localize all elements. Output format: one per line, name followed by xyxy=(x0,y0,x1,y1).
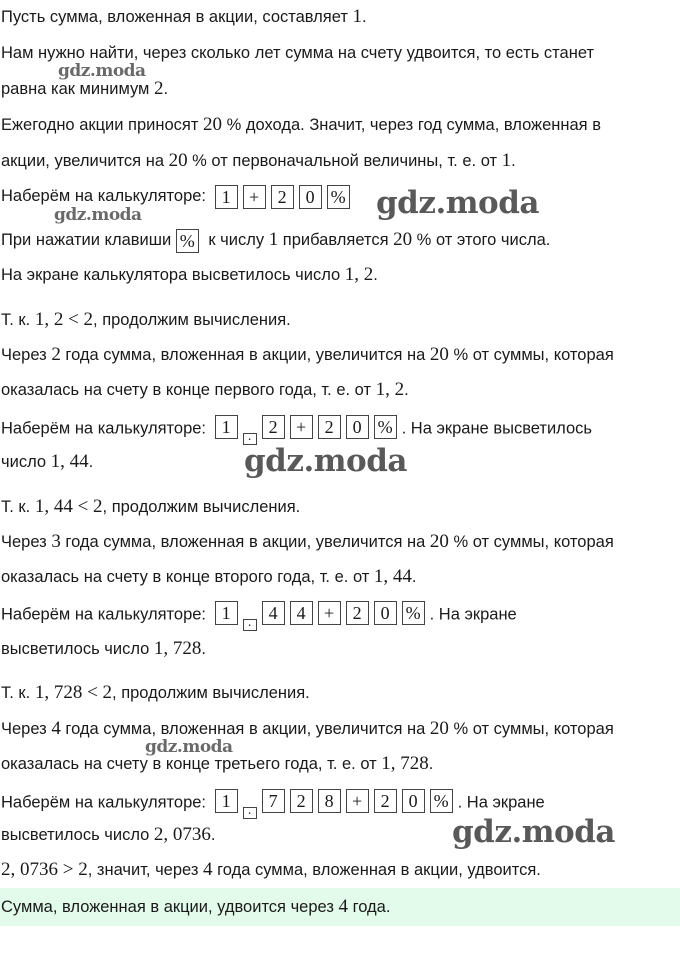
math: 1, 728 < 2 xyxy=(34,682,113,703)
text: . xyxy=(411,568,417,586)
math: 20 xyxy=(168,150,188,171)
text: Через xyxy=(1,533,52,551)
text: . xyxy=(373,266,378,284)
text: , значит, через xyxy=(87,861,204,879)
calculator-key: 2 xyxy=(262,415,285,439)
text: Через xyxy=(1,346,52,364)
math: 20 xyxy=(429,531,449,552)
text: оказалась на счету в конце второго года, т. е. от xyxy=(1,568,374,586)
text: % xyxy=(448,533,469,551)
text-line xyxy=(0,262,680,288)
watermark: gdz.moda xyxy=(145,737,233,757)
text: На экране калькулятора высветилось число xyxy=(1,266,345,284)
text: Через xyxy=(1,720,52,738)
calculator-key: 0 xyxy=(346,415,369,439)
math: 4 xyxy=(203,859,213,880)
calculator-key: + xyxy=(243,185,266,209)
text-line xyxy=(0,227,680,253)
text: . xyxy=(201,640,207,658)
math: 1 xyxy=(268,229,279,250)
text-line xyxy=(0,857,680,883)
text-line xyxy=(0,680,680,706)
text: от первоначальной величины, т. е. от xyxy=(206,152,502,170)
key-sequence xyxy=(215,787,458,819)
math: 1, 44 xyxy=(373,566,412,587)
text: Наберём на калькуляторе: xyxy=(1,187,207,205)
text: к числу xyxy=(203,231,269,249)
text: Т. к. xyxy=(1,311,35,329)
text: . xyxy=(428,755,434,773)
answer-text: Сумма, вложенная в акции, удвоится через xyxy=(1,898,339,916)
text: высветилось число xyxy=(1,826,154,844)
math: 1 xyxy=(352,6,363,27)
text: % xyxy=(187,152,207,170)
math: 4 xyxy=(338,896,348,917)
math: 20 xyxy=(429,344,449,365)
text: , продолжим вычисления. xyxy=(102,498,301,516)
text: от суммы, которая xyxy=(468,720,614,738)
text: года сумма, вложенная в акции, увеличится на xyxy=(60,720,430,738)
text: равна как минимум xyxy=(1,80,154,98)
text: Ежегодно акции приносят xyxy=(1,116,203,134)
calculator-key: . xyxy=(243,433,257,445)
text-line xyxy=(0,494,680,520)
text: . На экране xyxy=(457,793,545,812)
text: оказалась на счету в конце третьего года, т. е. от xyxy=(1,755,382,773)
calculator-key: 2 xyxy=(346,601,369,625)
calculator-key: + xyxy=(346,789,369,813)
text: года сумма, вложенная в акции, удвоится. xyxy=(212,861,541,879)
watermark: gdz.moda xyxy=(58,61,146,81)
calculator-key: . xyxy=(243,619,257,631)
text: . xyxy=(404,381,409,399)
math: 1, 728 xyxy=(381,753,429,774)
math: 20 xyxy=(203,114,222,135)
calculator-key: 4 xyxy=(290,601,313,625)
text: . xyxy=(88,453,94,471)
calculator-key: 1 xyxy=(215,789,238,813)
text: . xyxy=(163,80,169,98)
math: 1, 728 xyxy=(153,638,202,659)
text: высветилось число xyxy=(1,640,154,658)
text: Наберём на калькуляторе: xyxy=(1,419,207,438)
text: года сумма, вложенная в акции, увеличится на xyxy=(60,533,430,551)
math: 20 xyxy=(429,718,449,739)
text: Т. к. xyxy=(1,684,35,702)
math: 2 xyxy=(51,344,61,365)
text: оказалась на счету в конце первого года, т. е. от xyxy=(1,381,376,399)
text-line xyxy=(0,4,680,30)
key-sequence xyxy=(215,413,402,445)
math: 2, 0736 > 2 xyxy=(1,859,88,880)
math: 20 xyxy=(393,229,413,250)
text: . xyxy=(210,826,216,844)
calculator-key: . xyxy=(243,807,257,819)
calculator-key: % xyxy=(176,229,199,253)
calculator-key: 1 xyxy=(215,601,238,625)
text: При нажатии клавиши xyxy=(1,231,176,249)
text: % xyxy=(448,720,469,738)
calculator-key: % xyxy=(430,789,453,813)
math: 1, 2 xyxy=(375,379,405,400)
calculator-key: 8 xyxy=(318,789,341,813)
text: % xyxy=(412,231,432,249)
calculator-key: 1 xyxy=(215,185,238,209)
calculator-key: % xyxy=(327,185,350,209)
text: . На экране высветилось xyxy=(401,419,593,438)
text-line xyxy=(0,787,680,818)
key-sequence xyxy=(215,184,355,210)
text-line xyxy=(0,413,680,444)
text: Наберём на калькуляторе: xyxy=(1,605,207,624)
text-line xyxy=(0,112,680,138)
math: 2, 0736 xyxy=(153,824,211,845)
math: 1, 44 < 2 xyxy=(34,496,103,517)
calculator-key: 7 xyxy=(262,789,285,813)
calculator-key: % xyxy=(402,601,425,625)
math: 1, 2 xyxy=(344,264,374,285)
math: 1, 2 < 2 xyxy=(34,309,94,330)
watermark: gdz.moda xyxy=(452,814,615,850)
text: . На экране xyxy=(429,605,517,624)
text-line xyxy=(0,148,680,174)
text: Нам нужно найти, через сколько лет сумма на счету удвоится, то есть станет xyxy=(1,44,595,62)
calculator-key: + xyxy=(318,601,341,625)
calculator-key: 2 xyxy=(318,415,341,439)
text: % xyxy=(448,346,469,364)
text: дохода. Значит, через год сумма, вложенная в xyxy=(241,116,601,134)
math: 3 xyxy=(51,531,61,552)
text: прибавляется xyxy=(278,231,394,249)
key-sequence xyxy=(215,599,430,631)
text: года сумма, вложенная в акции, увеличится на xyxy=(60,346,430,364)
text: акции, увеличится на xyxy=(1,152,169,170)
answer-box xyxy=(0,888,680,926)
text: , продолжим вычисления. xyxy=(112,684,310,702)
text-line xyxy=(0,342,680,368)
answer-text: года. xyxy=(348,898,391,916)
math: 1, 44 xyxy=(50,451,89,472)
calculator-key: + xyxy=(290,415,313,439)
math: 2 xyxy=(153,78,164,99)
watermark: gdz.moda xyxy=(54,205,142,225)
text: от суммы, которая xyxy=(468,346,614,364)
calculator-key: 0 xyxy=(402,789,425,813)
text: Т. к. xyxy=(1,498,35,516)
calculator-key: % xyxy=(374,415,397,439)
text-line xyxy=(0,377,680,403)
calculator-key: 1 xyxy=(215,415,238,439)
text-line xyxy=(0,307,680,333)
text: от суммы, которая xyxy=(468,533,614,551)
calculator-key: 0 xyxy=(299,185,322,209)
text: , продолжим вычисления. xyxy=(93,311,291,329)
calculator-key: 4 xyxy=(262,601,285,625)
text: от этого числа. xyxy=(431,231,551,249)
watermark: gdz.moda xyxy=(244,443,407,479)
text-line xyxy=(0,599,680,630)
calculator-key: 2 xyxy=(374,789,397,813)
calculator-key: 2 xyxy=(290,789,313,813)
text-line xyxy=(0,751,680,777)
text-line xyxy=(0,564,680,590)
math: 1 xyxy=(501,150,512,171)
text: . xyxy=(362,8,367,26)
calculator-key: 2 xyxy=(271,185,294,209)
text-line xyxy=(0,636,680,662)
text-line xyxy=(0,529,680,555)
text: Наберём на калькуляторе: xyxy=(1,793,207,812)
text-line xyxy=(0,716,680,742)
text: % xyxy=(222,116,242,134)
text: . xyxy=(511,152,516,170)
text: число xyxy=(1,453,51,471)
calculator-key: 0 xyxy=(374,601,397,625)
text: Пусть сумма, вложенная в акции, составляет xyxy=(1,8,353,26)
math: 4 xyxy=(51,718,61,739)
watermark: gdz.moda xyxy=(376,185,539,221)
